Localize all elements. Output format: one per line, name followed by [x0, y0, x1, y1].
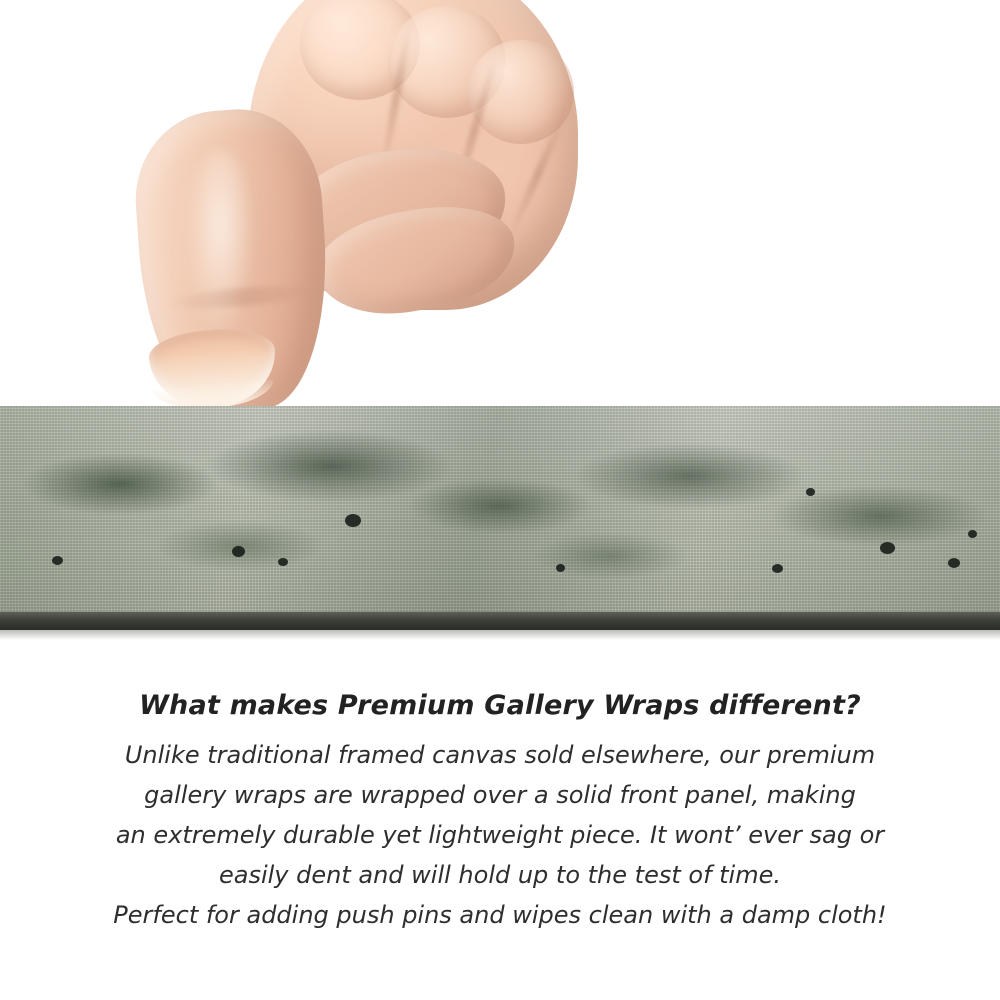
canvas-color-wash: [0, 406, 1000, 622]
canvas-speck: [52, 556, 63, 565]
caption-block: [0, 690, 1000, 935]
canvas-speck: [880, 542, 895, 554]
caption-line: easily dent and will hold up to the test of time.: [218, 861, 781, 889]
canvas-speck: [278, 558, 288, 566]
caption-line: gallery wraps are wrapped over a solid front panel, making: [144, 781, 856, 809]
canvas-speck: [772, 564, 783, 573]
canvas-speck: [948, 558, 960, 568]
canvas-wrap-edge-strip: [0, 406, 1000, 622]
canvas-speck: [232, 546, 245, 557]
hand-photo-area: [0, 0, 1000, 410]
canvas-speck: [345, 514, 361, 527]
caption-line: Unlike traditional framed canvas sold elsewhere, our premium: [124, 741, 876, 769]
canvas-drop-shadow: [0, 630, 1000, 640]
finger-highlight: [186, 150, 256, 340]
canvas-speck: [968, 530, 977, 538]
caption-headline: What makes Premium Gallery Wraps different?: [139, 690, 861, 721]
canvas-back-edge: [0, 612, 1000, 630]
canvas-speck: [556, 564, 565, 572]
caption-line: an extremely durable yet lightweight piece. It wont’ ever sag or: [115, 821, 885, 849]
caption-line: Perfect for adding push pins and wipes clean with a damp cloth!: [113, 901, 887, 929]
canvas-speck: [806, 488, 815, 496]
